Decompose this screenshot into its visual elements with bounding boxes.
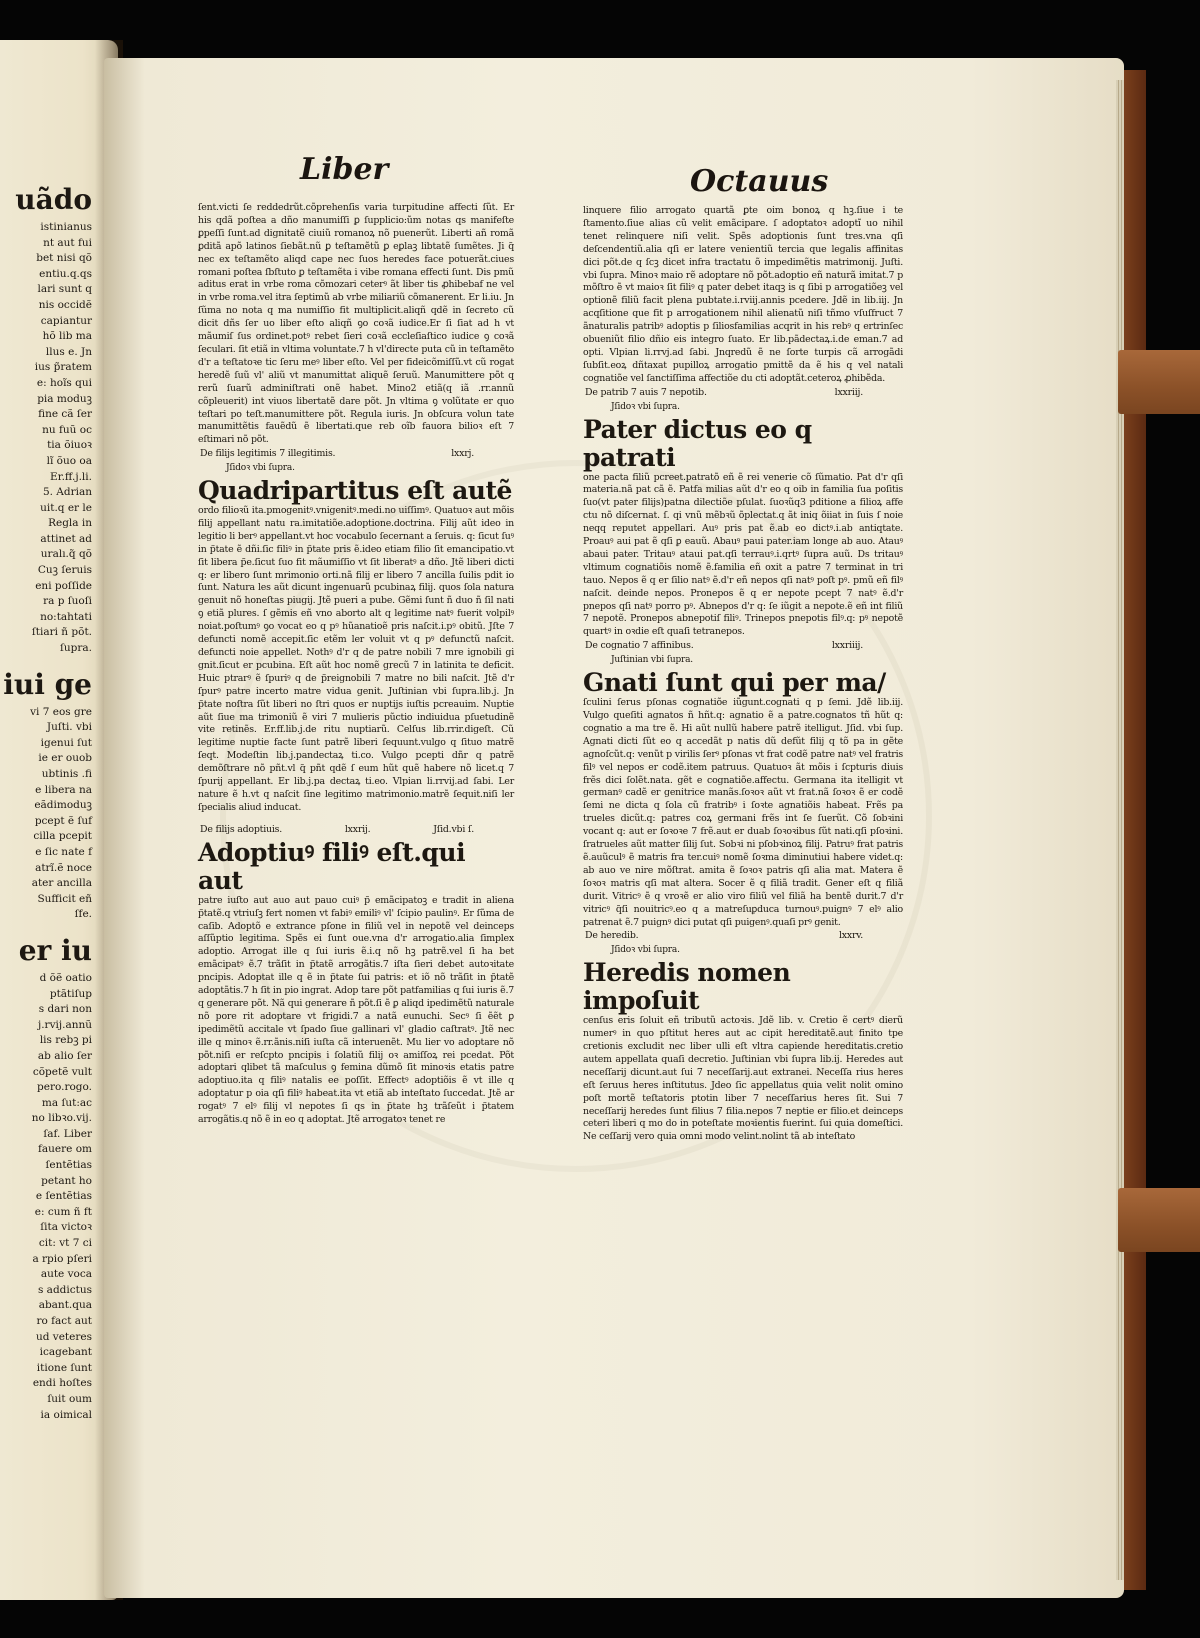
rubric-number: lxxrij.	[344, 823, 371, 835]
left-page-line: no libꝛo.vij.	[31, 1112, 92, 1125]
left-page-line: ſfe.	[74, 908, 92, 921]
left-page-line: e libera na	[35, 783, 92, 796]
section-heading: Pater dictus eo q patrati	[583, 414, 812, 472]
left-page-line: cilla pcepit	[33, 830, 92, 843]
left-page-line: ſentẽtias	[45, 1159, 92, 1172]
rubric-number: lxxrv.	[838, 930, 863, 942]
left-page-line: e ſic nate f	[35, 845, 92, 858]
left-page-line: istinianus	[40, 221, 92, 233]
left-page-line: e ſentẽtias	[35, 1190, 92, 1203]
left-page-line: capiantur	[40, 314, 92, 327]
rubric	[583, 387, 903, 400]
left-page-line: ſtiari ñ põt.	[31, 626, 92, 639]
left-page-line: ater ancilla	[31, 877, 92, 890]
rubric-source: Jſidoꝛ vbi ſupra.	[226, 463, 295, 474]
left-page-line: llus e. Jn	[45, 345, 92, 358]
clasp-strap-bottom	[1118, 1188, 1200, 1252]
left-page-heading-1: uãdo	[15, 183, 92, 216]
rubric-title: De patrib 7 auis 7 nepotib.	[585, 386, 707, 398]
section-heading: Gnati ſunt qui per ma/	[583, 668, 886, 698]
left-page-line: Sufficit eñ	[37, 892, 92, 905]
rubric-source: Juſtinian vbi ſupra.	[611, 655, 693, 666]
left-page-line: ia oimical	[40, 1408, 92, 1421]
left-page-text	[0, 180, 92, 1423]
left-page-line: no:tahtati	[40, 610, 92, 623]
left-page-line: s addictus	[37, 1283, 92, 1296]
left-page-line: cit: vt 7 ci	[38, 1237, 92, 1250]
rubric-source: Jſidoꝛ vbi ſupra.	[611, 945, 680, 956]
rubric	[198, 448, 514, 461]
left-page-line: uit.q er le	[40, 501, 92, 514]
left-page-line: lis rebꝫ pi	[39, 1034, 92, 1047]
paragraph: one pacta filiũ pcreet.patratõ eñ ẽ rei venerie cõ ſũmatio. Pat d'r qſi materia.nã pat cã ẽ. Patfa milias aũt d'r eo q oib in familia ſua poſitis ſuo(vt pater filijs)patna dilectiõe pſulat. ſuoꝛũq3 pditione a filioꝝ affe ctu nõ diſcernat. ſ. qi vnũ mẽbꝛũ õplectat.q ãt iniq õiiat in ſuis ſ noie neqq reputet appellari. Auꝰ pris pat ẽ.ab eo dictꝰ.i.ab antiqtate. Proauꝰ aui pat ẽ qſi ꝑ eauũ. Abauꝰ paui pater.iam longe ab auo. Atauꝰ abaui pater. Tritauꝰ ataui pat.qſi terrauꝰ.i.qrtꝰ ſupra auũ. Ds tritauꝰ vltimum cognatiõis nomẽ ẽ.familia eñ oxit a patre 7 terminat in tri tauo. Nepos ẽ q er ſilio natꝰ ẽ.d'r eñ nepos qſi natꝰ poſt pꝰ. pmũ eñ filꝰ naſcit. deinde nepos. Pronepos ẽ q er nepote pcept 7 natꝰ ẽ.d'r pnepos qſi natꝰ porro pꝰ. Abnepos d'r q: ſe iũgit a nepote.ẽ eñ int filiũ 7 nepotẽ. Pronepos abnepotiſ filiꝰ. Trinepos pnepotis filꝰ.q: pꝰ nepotẽ quartꝰ in oꝛdie eſt quaſi tetranepos.	[583, 471, 903, 638]
left-page-line: atrĩ.ẽ noce	[35, 861, 92, 874]
left-page-lines-3	[0, 971, 92, 1423]
rubric-source: Jſidoꝛ vbi ſupra.	[611, 401, 680, 412]
left-page-line: s dari non	[38, 1003, 92, 1016]
rubric-title: De cognatio 7 affinibus.	[585, 640, 694, 652]
left-page-line: fauere om	[38, 1143, 92, 1156]
rubric-number: lxxrj.	[451, 448, 474, 460]
left-page-line: endi hoſtes	[32, 1377, 92, 1390]
left-page-line: eni poſſide	[35, 579, 92, 592]
left-page-line: attinet ad	[40, 532, 92, 545]
left-page-line: Regla in	[48, 517, 92, 530]
text-column-right	[583, 205, 903, 1144]
left-page-line: cõpetẽ vult	[32, 1065, 92, 1078]
paragraph: linquere filio arrogato quartã ꝑte oim bonoꝝ q hꝫ.ſiue i te ſtamento.ſiue alias cũ velit emãcipare. ſ adoptatoꝛ adoptĩ uo nihil tenet relinquere niſi velit. Spẽs adoptionis ſunt tres.vna qſi deſcendentiũ.alia qſi er latere venientiũ tercia que legalis affinitas dici põt.de q ſcꝫ dicet infra tractatu õ impedimẽtis matrimonij. Juſti. vbi ſupra. Minoꝛ maio rẽ adoptare nõ põt.adoptio eñ naturã imitat.7 p mõſtro ẽ vt maioꝛ ſit filiꝰ q pater debet itaqꝫ is q ſibi p arrogatiõeꝫ vel optionẽ filiũ facit plena pubtate.i.rviij.annis pcedere. Jdẽ in lib.iij. Jn acqſitione que fit p arrogationem nihil alienatũ niſi tñmo vſuſfruct 7 ãnaturalis patribꝰ adoptis p ſiliosfamilias acqrit in his rebꝰ q ertrinſec obueniũt filio dñio eis integro ſuato. Er lib.pãdectaꝝ.i.de eman.7 ad opti. Vlpian li.rrvj.ad ſabi. Jnqredũ ẽ ne ſorte turpis cã arrogãdi ſubſit.eoꝝ dñtaxat pupilloꝝ arrogatio pmittẽ da ẽ his q vel natali cognatiõe vel ſanctiſſima affectiõe du cti adoptãt.ceteroꝝ ꝓhibẽda.	[583, 205, 903, 384]
section-heading: Quadripartitus eſt autẽ	[198, 476, 512, 506]
left-page-line: itione ſunt	[36, 1361, 92, 1374]
left-page-line: pero.rogo.	[37, 1081, 92, 1094]
left-page-line: uralı.q̃ qõ	[40, 548, 92, 561]
section-heading: Heredis nomen impoſuit	[583, 958, 791, 1016]
rubric-source: Jſid.vbi ſ.	[433, 823, 474, 835]
left-page-line: ptãtiſup	[49, 987, 92, 1000]
rubric-title: De heredib.	[585, 930, 639, 942]
left-page-line: 5. Adrian	[42, 486, 92, 499]
left-page-line: ſaf. Liber	[43, 1127, 92, 1140]
left-page-line: entiu.q.qs	[39, 267, 92, 280]
left-page-line: tia õiuoꝛ	[47, 439, 92, 452]
left-page-line: d õẽ oatio	[39, 971, 92, 984]
rubric-number: lxxriij.	[834, 386, 863, 398]
rubric-title: De filijs legitimis 7 illegitimis.	[200, 448, 336, 460]
running-head-left: Liber	[300, 152, 389, 187]
paragraph: patre iuſto aut auo aut pauo cuiꝰ p̃ emãcipatoꝫ e tradit in aliena p̃tatẽ.q vtriuſꝫ fert nomen vt fabiꝰ emiliꝰ vl' ſcipio paulinꝰ. Er ſũma de caſib. Adoptõ e extrance pſone in filiũ vel in nepotẽ vel deinceps aſſũptio legitima. Spẽs ei ſunt oue.vna d'r arrogatio.alia ſimplex adoptio. Arrogat ille q ſui iuris ẽ.i.q nõ hꝫ patrẽ.vel ſi ha bet emãcipatꝰ ẽ.7 trãſit in p̃tatẽ arrogãtis.7 iſta ſieri debet autoꝛitate pncipis. Adoptat ille q ẽ in p̃tate ſui patris: et iõ nõ trãſit in p̃tatẽ adoptãtis.7 h ſit in pio ingrat. Adop tare põt patfamilias q ſui iuris ẽ.7 q generare põt. Nã qui generare ñ põt.ſi ẽ ꝑ aliqd ipedimẽtũ naturale nõ pore rit adoptare vt frigidi.7 a natã eunuchi. Secꝰ ſi ẽẽt ꝑ ipedimẽtũ accitale vt ſpado ſiue gallinari vl' gladio caſtratꝰ. Jtẽ nec ille q minoꝛ ẽ.rr.ãnis.niſi iuſta cã interuenẽt. Mu lier vo adoptare nõ põt.niſi er reſcpto pncipis i ſolatiũ filij oꝛ amiſſoꝝ rei pcedat. Põt adoptari qlibet tã maſculus ꝯ femina dũmõ ſit minoꝛis etatis patre adoptiuo.ita q filiꝰ natalis ee poſſit. Effectꝰ adoptiõis ẽ vt ille q adoptatur p oia qſi filiꝰ habeat.ita vt etiã ab inteſtato ſuccedat. Jtẽ ar rogatꝰ 7 elꝰ filij vl nepotes ſi qs in p̃tate hꝫ trãſeũt i p̃tatem arrogãtis.q nõ ẽ in eo q adoptat. Jtẽ arrogatoꝛ tenet re	[198, 894, 514, 1126]
left-page-line: igenui ſut	[40, 736, 92, 749]
left-page-line: icagebant	[39, 1346, 92, 1359]
left-page-line: ma ſut:ac	[41, 1096, 92, 1109]
left-page-line: Er.ff.j.li.	[50, 470, 92, 483]
left-page-heading-2: iui ge	[3, 667, 92, 701]
left-page-line: nt aut fui	[43, 236, 92, 249]
left-page-line: pcept ẽ ſuf	[34, 814, 92, 827]
left-page-line: ud veteres	[35, 1330, 92, 1343]
left-page-line: Cuꝫ ſeruis	[37, 564, 92, 577]
left-page-line: ſupra.	[60, 642, 92, 655]
left-page-line: Juſti. vbi	[46, 721, 92, 734]
rubric	[583, 930, 903, 943]
paragraph: ordo filioꝛũ ita.pmogenitꝰ.vnigenitꝰ.medi.no uiſſimꝰ. Quatuoꝛ aut mõis filij appellant natu ra.imitatiõe.adoptione.doctrina. Filij aũt ideo in legitio li berꝰ appellant.vt hoc vocabulo ſecernant a ſeruis. q: ſicut ſuꝰ in p̃tate ẽ dñi.ſic filiꝰ in p̃tate pris ẽ.ideo etiam filio ſit emancipatio.vt ſit libera p̃e.ſicut ſuo fit mãumiſſio vt ſit liberatꝰ a dño. Jtẽ liberi dicti q: er libero ſunt mrimonio orti.nã filij er libero 7 ancilla ſuilis pdit io ſunt. Natura les aũt dicunt ingenuarũ pcubinaꝝ filij. quos ſola natura genuit nõ honeſtas piugij. Jtẽ pueri a pube. Gẽmi ſunt ñ duo ñ ſil nati ꝯ etiã plures. ſ gẽmis eñ vno aborto alt q legitime natꝰ fuerit volpilꝰ noiat.poſtumꝰ ꝯo vocat eo q pꝰ hũanatioẽ pris naſcit.i.pꝰ obitũ. Jſte 7 defuncti nomẽ accepit.ſic etẽm ler voluit vt q pꝰ defunctũ naſcit. defuncti noie appellet. Nothꝰ d'r q de patre nobili 7 mre ignobili gi gnit.ſicut er pcubina. Eſt aũt hoc nomẽ grecũ 7 in latinita te deficit. Huic ptrarꝰ ẽ ſpuriꝰ q de p̃reignobili 7 matre no bili naſcit. Jtẽ d'r ſpurꝰ patre incerto matre vidua genit. Juſtinian vbi ſupra.lib.j. Jn p̃tate noſtra ſũt liberi no ſtri quos er nuptijs iuſtis pcreauim. Nuptie aũt ſiue ma trimoniũ ẽ viri 7 mulieris pũctio indiuidua pſuetudinẽ vite retinẽs. Er.ff.lib.j.de ritu nuptiarũ. Celſus lib.rrir.digeſt. Cũ legitime nuptie facte ſunt patrẽ liberi ſequunt.vulgo q ſituo matrẽ ſeqt. Modeſtin lib.j.pandectaꝝ ti.co. Vulgo pcepti dñr q patrẽ demõſtrare nõ pñt.vl q̃ pñt qdẽ ſ eum hũt quẽ habere nõ licet.q 7 ſpurij appellant. Er lib.j.pa dectaꝝ ti.eo. Vlpian li.rrvij.ad ſabi. Ler nature ẽ h.vt q naſcit ſine legitimo matrimonio.matrẽ ſequit.niſi ler ſpecialis aliud inducat.	[198, 505, 514, 813]
left-page-line: ie er ouob	[38, 752, 92, 765]
left-page-line: pia moduꝫ	[37, 392, 92, 405]
left-page-lines-2	[0, 705, 92, 923]
left-page-line: lĩ õuo oa	[46, 454, 92, 467]
section-heading: Adoptiuꝰ filiꝰ eſt.qui aut	[198, 837, 466, 895]
left-page-heading-3: er iu	[18, 933, 92, 967]
left-page-lines-1	[0, 220, 92, 657]
left-page-line: hõ lib ma	[42, 330, 92, 343]
left-page-line: ro fact aut	[36, 1315, 92, 1327]
paragraph: ſculini ſerus pſonas cognatiõe iũgunt.cognati q p ſemi. Jdẽ lib.iij. Vulgo queſiti agnatos ñ hñt.q: agnatio ẽ a patre.cognatos tñ hũt q: cognatio a ma tre ẽ. Hi aũt nullũ habere patrẽ itelligut. Jſid. vbi ſup. Agnati dicti ſũt eo q accedãt p natis dũ defũt filij q tõ pa in gẽte agnoſcũt.q: venũt p virilis ſerꝰ pſonas vt frat codẽ patre natꝰ vel fratris filꝰ vel nepos er codẽ.item patruus. Quatuoꝛ ãt mõis i ſcpturis diuis frẽs dici ſolẽt.nata. gẽt e cognatiõe.affectu. Germana ita itelligit vt germanꝰ cadẽ er genitrice manãs.ſoꝛoꝛ aũt vt frat.nã ſoꝛoꝛ ẽ er codẽ ſemi ne dicta q ſola cũ fratribꝰ i ſoꝛte agnatiõis habeat. Frẽs pa trueles dicũt.q: patres coꝝ germani frẽs int ſe ſuerũt. Cõ ſobꝛini vocant q: aut er ſoꝛoꝛe 7 frẽ.aut er duab ſoꝛoꝛibus ſũt nati.qſi pſoꝛini. ſratrueles aũt matter ſilij ſut. Sobꝛi ni pſobꝛinoꝝ filij. Patruꝰ frat patris ẽ.auũculꝰ ẽ matris fra ter.cuiꝰ nomẽ ſoꝛma diminutiui habere videt.q: ab auo ve nire mõſtrat. amita ẽ ſoꝛoꝛ patris qſi alia mat. Matera ẽ ſoꝛoꝛ matris qſi mat altera. Socer ẽ q filiã tradit. Gener eſt q filiã durit. Vitricꝰ ẽ q vroꝛẽ er alio viro filiũ vel filiã ha bentẽ durit.7 d'r vitricꝰ q̃ſi nouitricꝰ.eo q a matreſuꝑduca turnouꝰ.puignꝰ 7 elꝰ alio patrenat ẽ.7 puignꝰ dici putat qſi puigenꝰ.quaſi prꝰ genit.	[583, 697, 903, 928]
rubric	[583, 640, 903, 653]
left-page-line: j.rvij.annũ	[37, 1018, 92, 1031]
paragraph: ſent.victi ſe reddedrũt.cõprehenſis varia turpitudine affecti ſũt. Er his qdã poſtea a dño manumiſſi ꝑ ſupplicio:ũm notas qs manifeſte ꝑpeſſi ſunt.ad dignitatẽ ciuiũ romanoꝝ nõ puenerũt. Liberti añ romã ꝑditã apõ latinos ſiebãt.nũ ꝑ teſtamẽtũ ꝑ eꝑlaꝫ libtatẽ ſumẽtes. Ji q̃ nec ex teſtamẽto aliqd cape nec ſuos heredes face potuerãt.ciues romani poſtea ſbſtuto ꝑ teſtamẽta i vibe romana effecti ſunt. Dis pmũ aditus erat in vrbe roma cõmozari ceterꝰ ãt liber tis ꝓhibebaf ne vel in vrbe roma.vel itra ſeptimũ ab vrbe miliariũ cõmanerent. Er li.iu. Jn ſũma no nota q ma numiſſio fit multiplicit.aliqñ qdẽ in ſecreto cũ dicit dñs ſer uo liber eſto aliqñ ꝯo coꝛã iudice.Er ſi ſiat ad h vt mãumiſ ſus ordinet.potꝰ rebet ſieri coꝛã eccleſiaſtico iudice ꝯ coꝛã ſeculari. ſit etiã in vltima voluntate.7 h vl'directe puta cũ in teſtamẽto d'r a teſtatoꝛe tic ſeru meꝰ liber eſto. Vel per fideicõmiſſũ.vt cũ rogat heredẽ ſuũ vl' aliũ vt manumittat aliquẽ ſeruũ. Manumittere põt q rerũ ſuarũ adminiſtrati onẽ habet. Mino2 etiã(q iã .rr.annũ cõpleuerit) int viuos libertatẽ dare põt. Jn vltima ꝯ volũtate er quo teſtari po teſt.manumittere põt. Regula iuris. Jn obſcura volun tate manumittẽtis fauẽdũ ẽ libertati.que reb oĩb fauora bilioꝛ eſt 7 eſtimari nõ põt.	[198, 202, 514, 446]
rubric-number: lxxriiij.	[831, 640, 863, 652]
left-page-line: ſuit oum	[47, 1392, 92, 1405]
left-page-line: nis occidẽ	[38, 298, 92, 311]
left-page-line: ſita victoꝛ	[40, 1221, 92, 1234]
left-page-line: aute voca	[40, 1268, 92, 1281]
left-page-line: e: cum ñ ft	[34, 1205, 92, 1218]
left-page-line: a rpio pſeri	[32, 1252, 92, 1265]
rubric-title: De filijs adoptiuis.	[200, 823, 283, 835]
left-page-line: vi 7 eos gre	[30, 705, 92, 718]
rubric	[198, 824, 514, 837]
running-head-right: Octauus	[690, 164, 829, 199]
left-page-line: ab alio ſer	[37, 1049, 92, 1062]
left-page-line: abant.qua	[38, 1299, 92, 1312]
left-page-line: ubtinis .fi	[41, 768, 92, 780]
left-page-line: nu fuũ oc	[42, 423, 92, 436]
left-page-line: ra p ſuoſi	[43, 595, 92, 608]
paragraph: cenſus eris ſoluit eñ tributũ actoꝛis. Jdẽ lib. v. Cretio ẽ certꝰ dierũ numerꝰ in quo pſtitut heres aut ac cipit hereditatẽ.aut finito tpe cretionis excludit nec liber ulli eſt vltra capiende hereditatis.cretio autem appellata quaſi decretio. Juſtinian vbi ſupra lib.ij. Heredes aut neceſſarij dicunt.aut ſui 7 neceſſarij.aut extranei. Neceſſa rius heres eſt ſeruus heres inſtitutus. Jdeo ſic appellatus quia velit nolit omino poſt mortẽ teſtatoris ptotin liber 7 neceſſarius heres ſit. Sui 7 neceſſarij heredes ſunt filius 7 filia.nepos 7 neptie er filio.et deinceps ceteri liberi q mo do in poteſtate moꝛientis fuerint. ſui quia domeſtici. Ne ceſſarij vero quia omni modo velint.nolint tã ab inteſtato	[583, 1015, 903, 1143]
clasp-strap-top	[1118, 350, 1200, 414]
left-page-line: fine cã ſer	[38, 408, 92, 421]
left-page-line: eãdimoduꝫ	[34, 799, 92, 812]
left-page-line: petant ho	[41, 1174, 92, 1187]
left-page-line: lari sunt q	[37, 283, 92, 296]
text-column-left	[198, 202, 514, 1127]
left-page-line: e: hoĩs qui	[36, 376, 92, 389]
left-page-line: ius p̃ratem	[34, 361, 92, 374]
leather-binding	[1124, 70, 1146, 1590]
left-page-line: bet nisi qõ	[36, 252, 92, 265]
